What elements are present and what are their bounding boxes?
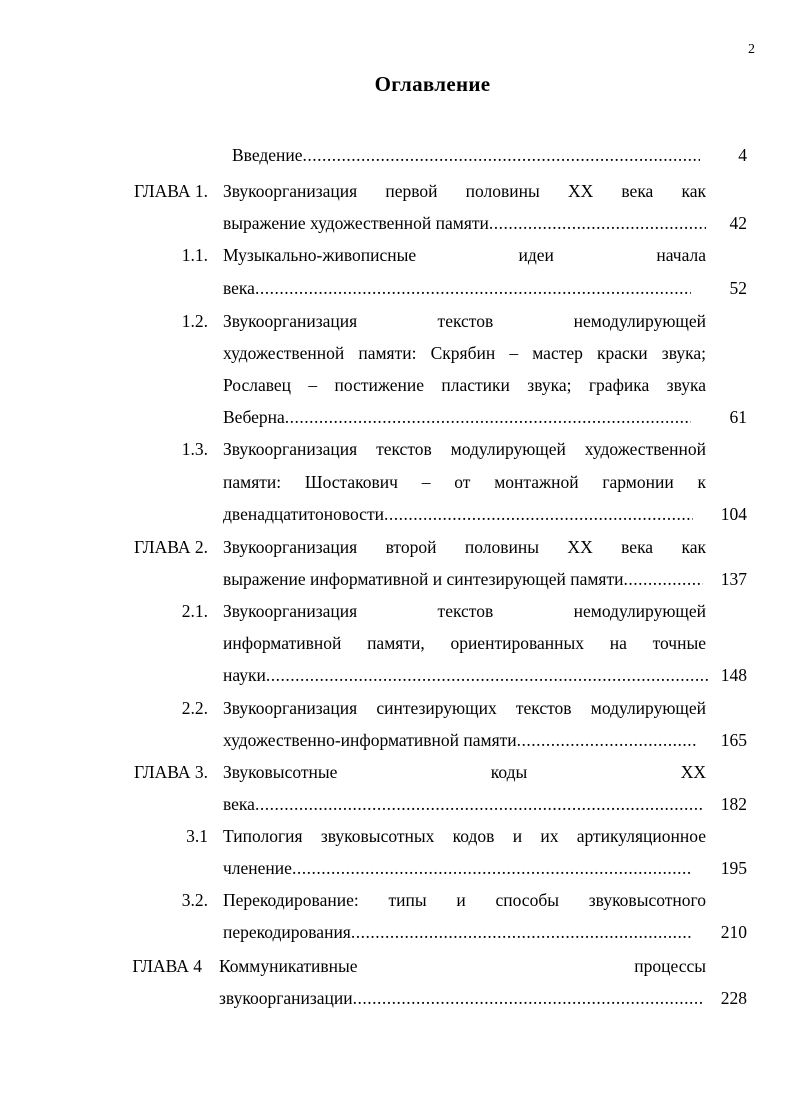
toc-entry-line[interactable] — [223, 278, 691, 299]
toc-page-number: 104 — [720, 504, 747, 524]
leader-dots — [489, 213, 706, 234]
toc-entry-line[interactable]: Коммуникативные процессы — [219, 956, 706, 976]
toc-entry-line[interactable] — [223, 504, 693, 525]
toc-entry-line[interactable]: Музыкально-живописные идеи начала — [223, 245, 706, 265]
toc-page-number: 52 — [729, 278, 747, 298]
toc-page-number: 228 — [720, 988, 747, 1008]
chapter-label: ГЛАВА 4 — [132, 956, 202, 976]
toc-entry-line[interactable]: Рославец – постижение пластики звука; графика звука — [223, 375, 706, 395]
toc-entry-text: двенадцатитоновости — [223, 504, 384, 524]
leader-dots — [623, 569, 703, 590]
toc-page-number: 137 — [720, 569, 747, 589]
toc-entry-text: выражение художественной памяти — [223, 213, 489, 233]
toc-entry-line[interactable] — [223, 665, 708, 686]
leader-dots — [517, 730, 697, 751]
toc-entry-line[interactable] — [223, 213, 706, 234]
chapter-label: ГЛАВА 3. — [133, 762, 208, 782]
toc-entry-line[interactable] — [223, 922, 691, 943]
toc-page-number: 4 — [738, 145, 747, 165]
toc-entry-text: выражение информативной и синтезирующей памяти — [223, 569, 624, 589]
toc-entry-line[interactable] — [223, 794, 703, 815]
toc-entry-line[interactable] — [219, 988, 704, 1009]
toc-entry-text: века — [223, 794, 255, 814]
toc-page-number: 42 — [729, 213, 747, 233]
toc-page-number: 182 — [720, 794, 747, 814]
toc-entry-line[interactable]: Звукоорганизация текстов модулирующей художественной — [223, 439, 706, 459]
leader-dots — [292, 858, 691, 879]
section-label: 1.2. — [181, 311, 208, 331]
section-label: 2.1. — [181, 601, 208, 621]
toc-entry-text: науки — [223, 665, 266, 685]
toc-page-number: 61 — [729, 407, 747, 427]
section-label: 2.2. — [181, 698, 208, 718]
toc-entry-line[interactable]: Звукоорганизация второй половины XX века как — [223, 537, 706, 557]
section-label: 3.2. — [181, 890, 208, 910]
chapter-label: ГЛАВА 2. — [133, 537, 208, 557]
toc-entry-text: звукоорганизации — [219, 988, 353, 1008]
section-label: 1.3. — [181, 439, 208, 459]
toc-entry-line[interactable] — [223, 730, 697, 751]
leader-dots — [255, 278, 691, 299]
leader-dots — [255, 794, 703, 815]
leader-dots — [303, 145, 700, 166]
toc-entry-text: Веберна — [223, 407, 285, 427]
toc-entry-text: Введение — [232, 145, 303, 165]
toc-entry-line[interactable] — [223, 858, 691, 879]
toc-entry-text: века — [223, 278, 255, 298]
toc-entry-line[interactable] — [223, 569, 703, 590]
toc-entry-line[interactable]: Звукоорганизация текстов немодулирующей — [223, 311, 706, 331]
toc-page-number: 165 — [720, 730, 747, 750]
page-title: Оглавление — [374, 72, 491, 96]
leader-dots — [353, 988, 704, 1009]
toc-entry-line[interactable]: Перекодирование: типы и способы звуковысотного — [223, 890, 706, 910]
toc-entry-line[interactable]: художественной памяти: Скрябин – мастер краски звука; — [223, 343, 706, 363]
toc-entry-line[interactable] — [223, 407, 691, 428]
toc-entry-text: членение — [223, 858, 292, 878]
chapter-label: ГЛАВА 1. — [133, 181, 208, 201]
toc-entry-line[interactable]: памяти: Шостакович – от монтажной гармонии к — [223, 472, 706, 492]
toc-entry-introduction[interactable] — [232, 145, 700, 166]
toc-entry-line[interactable]: Звукоорганизация синтезирующих текстов модулирующей — [223, 698, 706, 718]
section-label: 3.1 — [186, 826, 208, 846]
leader-dots — [266, 665, 708, 686]
toc-page-number: 148 — [720, 665, 747, 685]
toc-entry-line[interactable]: Звуковысотные коды XX — [223, 762, 706, 782]
section-label: 1.1. — [181, 245, 208, 265]
leader-dots — [384, 504, 693, 525]
page-number: 2 — [748, 42, 755, 57]
toc-entry-line[interactable]: информативной памяти, ориентированных на точные — [223, 633, 706, 653]
toc-entry-line[interactable]: Звукоорганизация текстов немодулирующей — [223, 601, 706, 621]
toc-entry-line[interactable]: Звукоорганизация первой половины XX века как — [223, 181, 706, 201]
toc-entry-text: художественно-информативной памяти — [223, 730, 517, 750]
toc-page-number: 195 — [720, 858, 747, 878]
leader-dots — [285, 407, 691, 428]
toc-entry-line[interactable]: Типология звуковысотных кодов и их артикуляционное — [223, 826, 706, 846]
toc-entry-text: перекодирования — [223, 922, 351, 942]
leader-dots — [351, 922, 691, 943]
toc-page-number: 210 — [720, 922, 747, 942]
